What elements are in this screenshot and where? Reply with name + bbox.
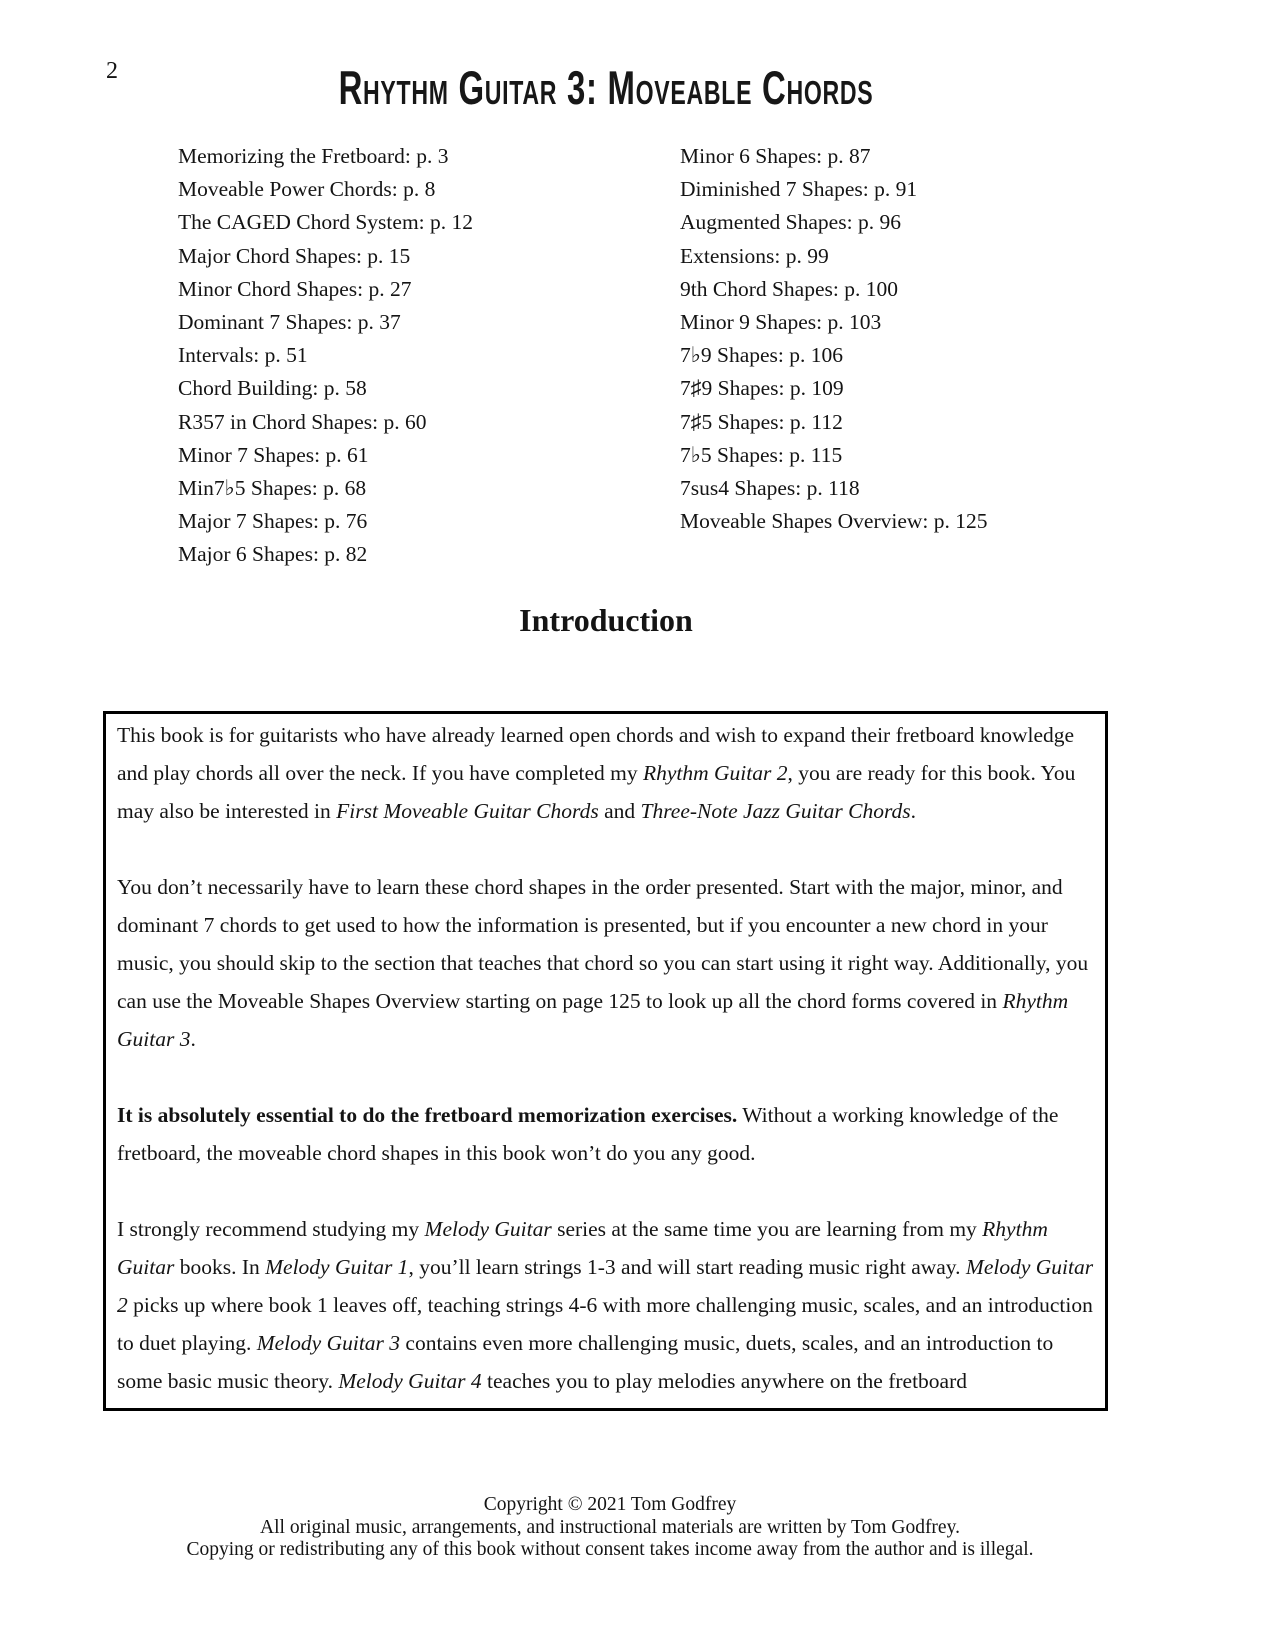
toc-item: Min7♭5 Shapes: p. 68 [178,476,367,501]
text-run: Without a working knowledge of the fretboard, the moveable chord shapes in this book won’t do you any good. [117,1103,1059,1165]
toc-item: The CAGED Chord System: p. 12 [178,210,474,235]
toc-item: Extensions: p. 99 [680,243,829,268]
page-number: 2 [106,58,118,84]
intro-paragraph-3 [117,1096,1096,1172]
text-run: Rhythm Guitar 2 [642,761,788,785]
footer-copyright-line: Copyright © 2021 Tom Godfrey [483,1494,737,1515]
text-run: books. In [174,1255,266,1279]
text-run: I strongly recommend studying my [117,1217,425,1241]
toc-item: Memorizing the Fretboard: p. 3 [178,144,449,168]
text-run: . [190,1027,196,1051]
text-run: Three-Note Jazz Guitar Chords [640,799,911,823]
text-run: Melody Guitar 4 [338,1369,482,1393]
toc-item: Minor 9 Shapes: p. 103 [680,310,882,335]
toc-item: Major 6 Shapes: p. 82 [178,542,368,567]
text-run: teaches you to play melodies anywhere on the fretboard [481,1369,968,1393]
toc-item: Augmented Shapes: p. 96 [680,210,901,235]
book-title: Rhythm Guitar 3: Moveable Chords [338,61,874,114]
text-run: , you’ll learn strings 1-3 and will start reading music right away. [408,1255,966,1279]
copyright-footer [0,1494,1220,1562]
toc-item: R357 in Chord Shapes: p. 60 [178,409,427,434]
text-run: Melody Guitar [424,1217,552,1241]
toc-item: Moveable Power Chords: p. 8 [178,177,436,202]
toc-item: 7♭5 Shapes: p. 115 [680,442,843,467]
text-run: picks up where book 1 leaves off, teaching strings 4-6 with more challenging music, scales, and an introduction to duet playing. [117,1293,1093,1355]
text-run: series at the same time you are learning from my [551,1217,983,1241]
toc-item: 7♯9 Shapes: p. 109 [680,376,844,401]
toc-item: Major Chord Shapes: p. 15 [178,243,411,268]
text-run: Melody Guitar 1 [265,1255,409,1279]
intro-paragraph-1 [117,716,1096,830]
toc-item: Dominant 7 Shapes: p. 37 [178,310,401,335]
text-run: Rhythm Guitar 3 [117,989,1069,1051]
text-run: Rhythm Guitar [117,1217,1048,1279]
introduction-heading: Introduction [519,602,693,638]
table-of-contents [178,140,988,572]
toc-item: Major 7 Shapes: p. 76 [178,509,368,534]
footer-attribution-line: All original music, arrangements, and instructional materials are written by Tom Godfrey. [260,1516,960,1538]
text-run: You don’t necessarily have to learn these chord shapes in the order presented. Start with the major, minor, and dominant 7 chords to get used to how the information is presented, but if you encounter a new chord in your music, you should skip to the section that teaches that chord so you can start using it right way. Additionally, you can use the Moveable Shapes Overview starting on page 125 to look up all the chord forms covered in [117,875,1089,1013]
intro-paragraph-2 [117,868,1096,1058]
toc-item: 7♯5 Shapes: p. 112 [680,409,843,434]
toc-item: 9th Chord Shapes: p. 100 [680,276,898,301]
toc-item: Diminished 7 Shapes: p. 91 [680,177,918,202]
toc-item: Intervals: p. 51 [178,343,308,368]
text-run: First Moveable Guitar Chords [336,799,599,823]
introduction-text-box [103,711,1108,1411]
text-run: Melody Guitar 3 [256,1331,401,1355]
toc-item: Moveable Shapes Overview: p. 125 [680,509,988,534]
toc-item: 7♭9 Shapes: p. 106 [680,343,844,368]
toc-column-left [178,140,680,572]
toc-item: Minor 6 Shapes: p. 87 [680,144,871,168]
text-run: and [598,799,641,823]
toc-column-right [680,140,988,572]
toc-item: Minor 7 Shapes: p. 61 [178,442,369,467]
toc-item: Minor Chord Shapes: p. 27 [178,276,412,301]
text-run: This book is for guitarists who have already learned open chords and wish to expand their fretboard knowledge and play chords all over the neck. If you have completed my [117,723,1075,785]
toc-item: 7sus4 Shapes: p. 118 [680,476,860,501]
text-run: . [910,799,917,823]
text-run: contains even more challenging music, duets, scales, and an introduction to some basic music theory. [117,1331,1054,1393]
text-run: , you are ready for this book. You may also be interested in [117,761,1076,823]
intro-paragraph-4 [117,1210,1096,1400]
text-run: Melody Guitar 2 [117,1255,1094,1317]
text-run: It is absolutely essential to do the fretboard memorization exercises. [117,1103,738,1127]
toc-item: Chord Building: p. 58 [178,376,367,401]
footer-legal-line: Copying or redistributing any of this book without consent takes income away from the author and is illegal. [186,1539,1034,1560]
